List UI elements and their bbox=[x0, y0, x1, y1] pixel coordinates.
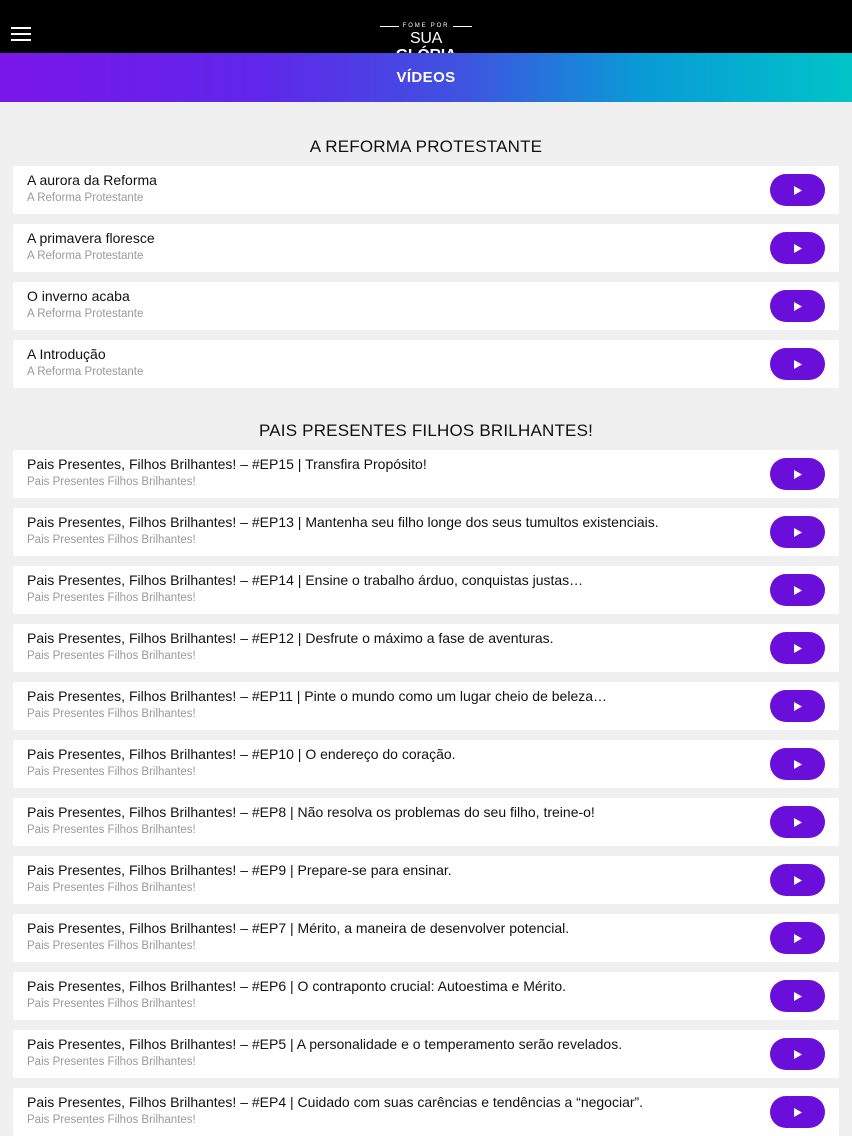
video-subtitle: Pais Presentes Filhos Brilhantes! bbox=[27, 1114, 196, 1126]
play-icon bbox=[794, 760, 802, 769]
top-bar bbox=[0, 0, 852, 53]
video-title: O inverno acaba bbox=[27, 288, 130, 304]
play-icon bbox=[794, 644, 802, 653]
video-subtitle: Pais Presentes Filhos Brilhantes! bbox=[27, 650, 196, 662]
list-item[interactable] bbox=[13, 340, 839, 388]
video-subtitle: Pais Presentes Filhos Brilhantes! bbox=[27, 1056, 196, 1068]
list-item[interactable] bbox=[13, 166, 839, 214]
play-icon bbox=[794, 470, 802, 479]
list-item[interactable] bbox=[13, 682, 839, 730]
page-title: VÍDEOS bbox=[396, 69, 456, 86]
play-button[interactable] bbox=[770, 980, 825, 1012]
logo-small-text: FOME POR bbox=[402, 23, 450, 29]
play-icon bbox=[794, 186, 802, 195]
video-title: A Introdução bbox=[27, 346, 106, 362]
list-item[interactable] bbox=[13, 1088, 839, 1136]
video-subtitle: Pais Presentes Filhos Brilhantes! bbox=[27, 882, 196, 894]
video-subtitle: A Reforma Protestante bbox=[27, 366, 144, 378]
play-icon bbox=[794, 244, 802, 253]
play-button[interactable] bbox=[770, 290, 825, 322]
video-subtitle: Pais Presentes Filhos Brilhantes! bbox=[27, 534, 196, 546]
list-item[interactable] bbox=[13, 224, 839, 272]
list-item[interactable] bbox=[13, 856, 839, 904]
video-title: A primavera floresce bbox=[27, 230, 155, 246]
list-item[interactable] bbox=[13, 914, 839, 962]
play-button[interactable] bbox=[770, 1096, 825, 1128]
play-button[interactable] bbox=[770, 1038, 825, 1070]
play-icon bbox=[794, 1050, 802, 1059]
play-button[interactable] bbox=[770, 348, 825, 380]
play-button[interactable] bbox=[770, 516, 825, 548]
section-title-pais: PAIS PRESENTES FILHOS BRILHANTES! bbox=[258, 421, 594, 440]
video-subtitle: Pais Presentes Filhos Brilhantes! bbox=[27, 940, 196, 952]
video-subtitle: Pais Presentes Filhos Brilhantes! bbox=[27, 998, 196, 1010]
list-item[interactable] bbox=[13, 624, 839, 672]
section-title-reforma: A REFORMA PROTESTANTE bbox=[309, 137, 543, 156]
play-button[interactable] bbox=[770, 864, 825, 896]
video-title: A aurora da Reforma bbox=[27, 172, 157, 188]
play-button[interactable] bbox=[770, 232, 825, 264]
video-title: Pais Presentes, Filhos Brilhantes! – #EP4 | Cuidado com suas carências e tendências a “negociar”. bbox=[27, 1094, 644, 1110]
play-icon bbox=[794, 876, 802, 885]
video-subtitle: Pais Presentes Filhos Brilhantes! bbox=[27, 476, 196, 488]
play-button[interactable] bbox=[770, 632, 825, 664]
play-icon bbox=[794, 360, 802, 369]
video-subtitle: A Reforma Protestante bbox=[27, 192, 144, 204]
app-logo bbox=[380, 22, 472, 48]
page-title-bar bbox=[0, 53, 852, 102]
video-title: Pais Presentes, Filhos Brilhantes! – #EP13 | Mantenha seu filho longe dos seus tumultos existenciais. bbox=[27, 514, 659, 530]
video-title: Pais Presentes, Filhos Brilhantes! – #EP9 | Prepare-se para ensinar. bbox=[27, 862, 452, 878]
video-title: Pais Presentes, Filhos Brilhantes! – #EP5 | A personalidade e o temperamento serão revelados. bbox=[27, 1036, 623, 1052]
play-button[interactable] bbox=[770, 748, 825, 780]
list-item[interactable] bbox=[13, 1030, 839, 1078]
play-button[interactable] bbox=[770, 690, 825, 722]
play-icon bbox=[794, 586, 802, 595]
logo-main-text-a: SUA bbox=[410, 30, 442, 47]
play-icon bbox=[794, 818, 802, 827]
list-item[interactable] bbox=[13, 740, 839, 788]
list-item[interactable] bbox=[13, 972, 839, 1020]
play-icon bbox=[794, 702, 802, 711]
play-button[interactable] bbox=[770, 174, 825, 206]
video-title: Pais Presentes, Filhos Brilhantes! – #EP14 | Ensine o trabalho árduo, conquistas justas… bbox=[27, 572, 584, 588]
video-title: Pais Presentes, Filhos Brilhantes! – #EP6 | O contraponto crucial: Autoestima e Mérito. bbox=[27, 978, 567, 994]
video-title: Pais Presentes, Filhos Brilhantes! – #EP15 | Transfira Propósito! bbox=[27, 456, 427, 472]
video-subtitle: Pais Presentes Filhos Brilhantes! bbox=[27, 592, 196, 604]
video-title: Pais Presentes, Filhos Brilhantes! – #EP10 | O endereço do coração. bbox=[27, 746, 456, 762]
video-title: Pais Presentes, Filhos Brilhantes! – #EP11 | Pinte o mundo como um lugar cheio de beleza… bbox=[27, 688, 608, 704]
play-button[interactable] bbox=[770, 574, 825, 606]
list-item[interactable] bbox=[13, 508, 839, 556]
play-button[interactable] bbox=[770, 922, 825, 954]
video-subtitle: Pais Presentes Filhos Brilhantes! bbox=[27, 708, 196, 720]
play-icon bbox=[794, 302, 802, 311]
play-button[interactable] bbox=[770, 806, 825, 838]
play-button[interactable] bbox=[770, 458, 825, 490]
list-item[interactable] bbox=[13, 566, 839, 614]
hamburger-menu-icon[interactable] bbox=[11, 27, 31, 43]
list-item[interactable] bbox=[13, 450, 839, 498]
video-title: Pais Presentes, Filhos Brilhantes! – #EP8 | Não resolva os problemas do seu filho, treine-o! bbox=[27, 804, 595, 820]
video-subtitle: Pais Presentes Filhos Brilhantes! bbox=[27, 824, 196, 836]
play-icon bbox=[794, 992, 802, 1001]
video-subtitle: A Reforma Protestante bbox=[27, 308, 144, 320]
video-title: Pais Presentes, Filhos Brilhantes! – #EP12 | Desfrute o máximo a fase de aventuras. bbox=[27, 630, 554, 646]
video-title: Pais Presentes, Filhos Brilhantes! – #EP7 | Mérito, a maneira de desenvolver potencial. bbox=[27, 920, 570, 936]
play-icon bbox=[794, 528, 802, 537]
list-item[interactable] bbox=[13, 798, 839, 846]
play-icon bbox=[794, 1108, 802, 1117]
list-item[interactable] bbox=[13, 282, 839, 330]
play-icon bbox=[794, 934, 802, 943]
video-subtitle: Pais Presentes Filhos Brilhantes! bbox=[27, 766, 196, 778]
video-subtitle: A Reforma Protestante bbox=[27, 250, 144, 262]
